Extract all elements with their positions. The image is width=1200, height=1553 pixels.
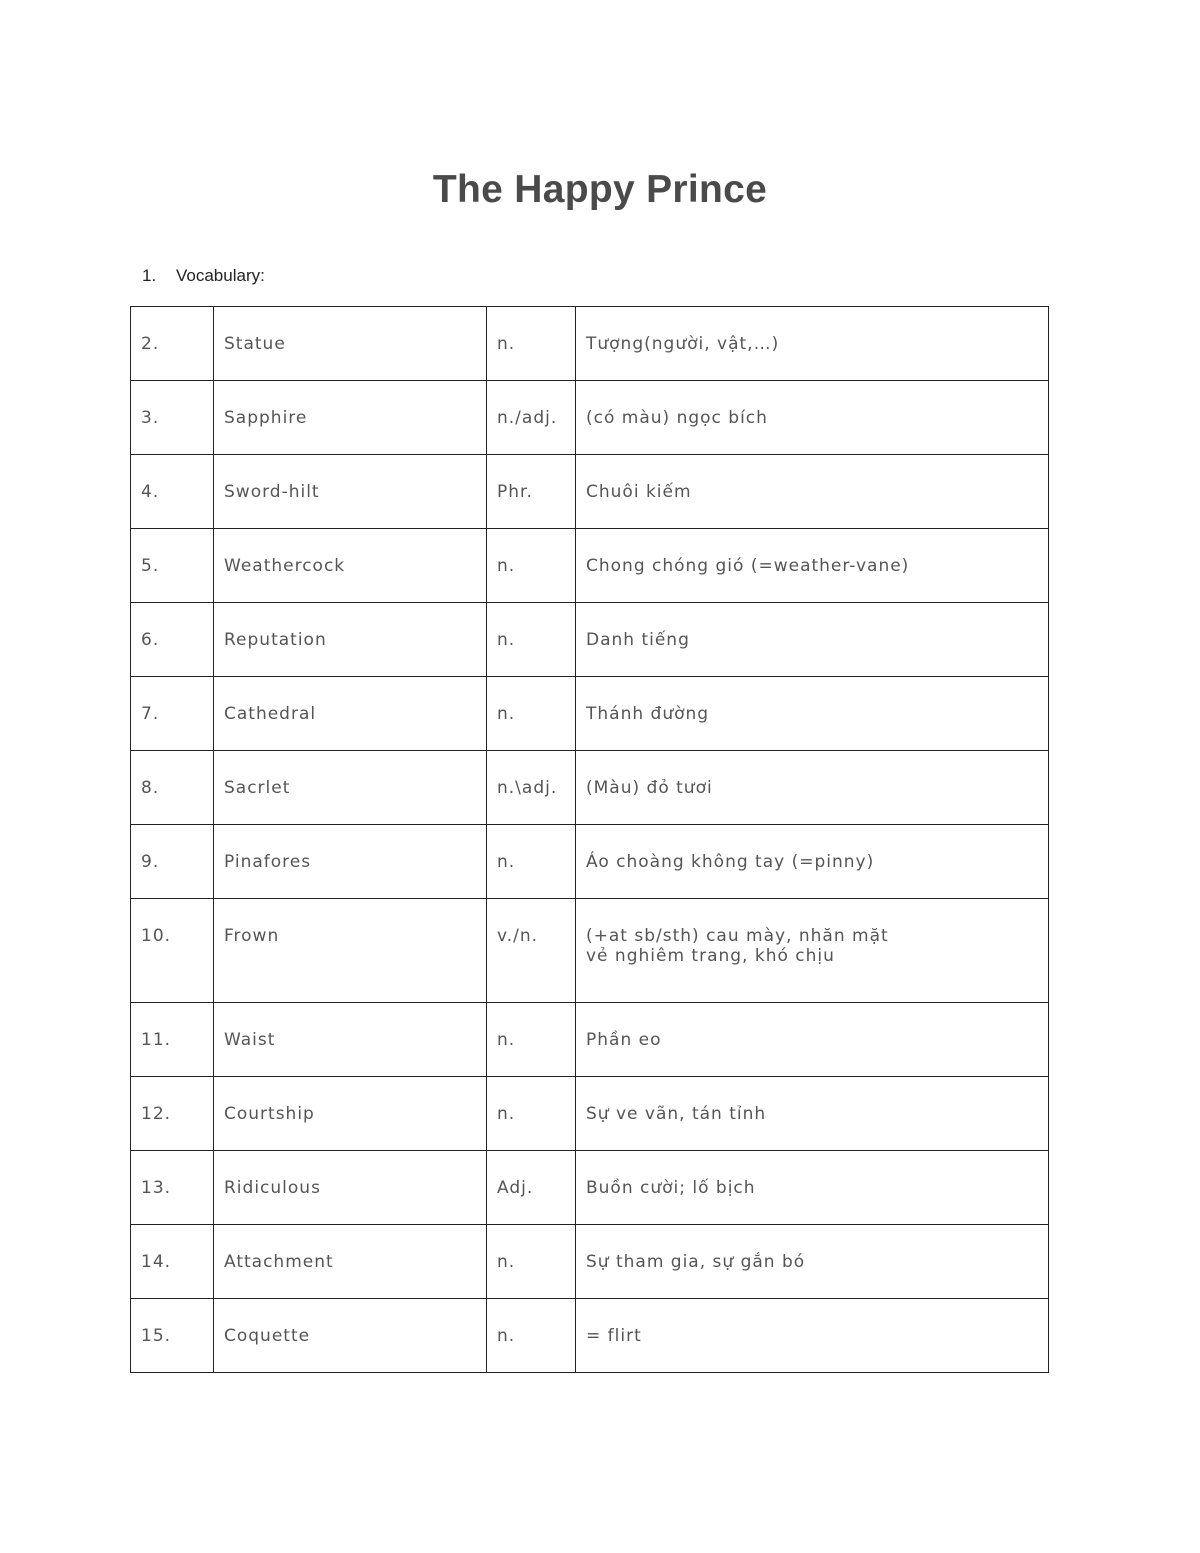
part-of-speech: n.: [487, 1077, 576, 1151]
meaning-line: Sự tham gia, sự gắn bó: [586, 1251, 806, 1272]
meaning-line: Chuôi kiếm: [586, 481, 692, 502]
meaning-line: Thánh đường: [586, 703, 710, 724]
vocab-word: Sapphire: [214, 381, 487, 455]
vocab-meaning: [576, 455, 1049, 529]
vocab-word: Cathedral: [214, 677, 487, 751]
vocab-meaning: [576, 529, 1049, 603]
section-heading: [142, 266, 265, 286]
vocab-word: Ridiculous: [214, 1151, 487, 1225]
table-row: [131, 677, 1049, 751]
part-of-speech: n.: [487, 825, 576, 899]
row-number: 8.: [131, 751, 214, 825]
vocab-word: Sacrlet: [214, 751, 487, 825]
table-row: [131, 603, 1049, 677]
table-row: [131, 381, 1049, 455]
row-number: 15.: [131, 1299, 214, 1373]
meaning-line: (có màu) ngọc bích: [586, 407, 768, 428]
row-number: 13.: [131, 1151, 214, 1225]
table-row: [131, 751, 1049, 825]
table-row: [131, 1151, 1049, 1225]
table-row: [131, 1299, 1049, 1373]
vocabulary-table: [130, 306, 1049, 1373]
row-number: 6.: [131, 603, 214, 677]
vocab-word: Frown: [214, 899, 487, 1003]
vocab-meaning: [576, 677, 1049, 751]
row-number: 5.: [131, 529, 214, 603]
part-of-speech: Adj.: [487, 1151, 576, 1225]
row-number: 11.: [131, 1003, 214, 1077]
vocab-meaning: [576, 1299, 1049, 1373]
meaning-line: (Màu) đỏ tươi: [586, 777, 713, 798]
table-row: [131, 1003, 1049, 1077]
vocab-meaning: [576, 1225, 1049, 1299]
table-row: [131, 1077, 1049, 1151]
meaning-line: (+at sb/sth) cau mày, nhăn mặt: [586, 926, 889, 946]
meaning-line: Chong chóng gió (=weather-vane): [586, 555, 910, 576]
row-number: 9.: [131, 825, 214, 899]
part-of-speech: v./n.: [487, 899, 576, 1003]
vocab-word: Sword-hilt: [214, 455, 487, 529]
meaning-line: = flirt: [586, 1325, 642, 1346]
part-of-speech: n./adj.: [487, 381, 576, 455]
table-row: [131, 307, 1049, 381]
row-number: 7.: [131, 677, 214, 751]
meaning-line: vẻ nghiêm trang, khó chịu: [586, 946, 835, 966]
vocab-word: Waist: [214, 1003, 487, 1077]
part-of-speech: n.: [487, 677, 576, 751]
table-row: [131, 825, 1049, 899]
vocab-meaning: [576, 899, 1049, 1003]
meaning-line: Sự ve vãn, tán tỉnh: [586, 1103, 767, 1124]
part-of-speech: n.\adj.: [487, 751, 576, 825]
vocab-word: Coquette: [214, 1299, 487, 1373]
part-of-speech: n.: [487, 529, 576, 603]
part-of-speech: n.: [487, 603, 576, 677]
vocab-word: Reputation: [214, 603, 487, 677]
part-of-speech: Phr.: [487, 455, 576, 529]
row-number: 14.: [131, 1225, 214, 1299]
vocab-meaning: [576, 381, 1049, 455]
section-heading-label: Vocabulary:: [176, 266, 265, 285]
vocab-meaning: [576, 307, 1049, 381]
vocab-meaning: [576, 1003, 1049, 1077]
vocab-word: Courtship: [214, 1077, 487, 1151]
vocab-meaning: [576, 1151, 1049, 1225]
meaning-line: Tượng(người, vật,…): [586, 333, 780, 354]
document-title: The Happy Prince: [432, 168, 768, 212]
row-number: 4.: [131, 455, 214, 529]
row-number: 12.: [131, 1077, 214, 1151]
meaning-line: Danh tiếng: [586, 629, 690, 650]
meaning-line: Phần eo: [586, 1029, 662, 1050]
section-number: 1.: [142, 266, 157, 285]
vocab-word: Attachment: [214, 1225, 487, 1299]
part-of-speech: n.: [487, 1225, 576, 1299]
vocab-meaning: [576, 825, 1049, 899]
vocab-word: Weathercock: [214, 529, 487, 603]
table-row: [131, 899, 1049, 1003]
vocab-meaning: [576, 751, 1049, 825]
row-number: 3.: [131, 381, 214, 455]
part-of-speech: n.: [487, 1003, 576, 1077]
meaning-line: Áo choàng không tay (=pinny): [586, 851, 875, 872]
vocab-word: Pinafores: [214, 825, 487, 899]
vocab-meaning: [576, 603, 1049, 677]
row-number: 10.: [131, 899, 214, 1003]
row-number: 2.: [131, 307, 214, 381]
vocab-meaning: [576, 1077, 1049, 1151]
part-of-speech: n.: [487, 307, 576, 381]
vocab-word: Statue: [214, 307, 487, 381]
table-row: [131, 455, 1049, 529]
table-row: [131, 529, 1049, 603]
part-of-speech: n.: [487, 1299, 576, 1373]
meaning-line: Buồn cười; lố bịch: [586, 1177, 756, 1198]
table-row: [131, 1225, 1049, 1299]
